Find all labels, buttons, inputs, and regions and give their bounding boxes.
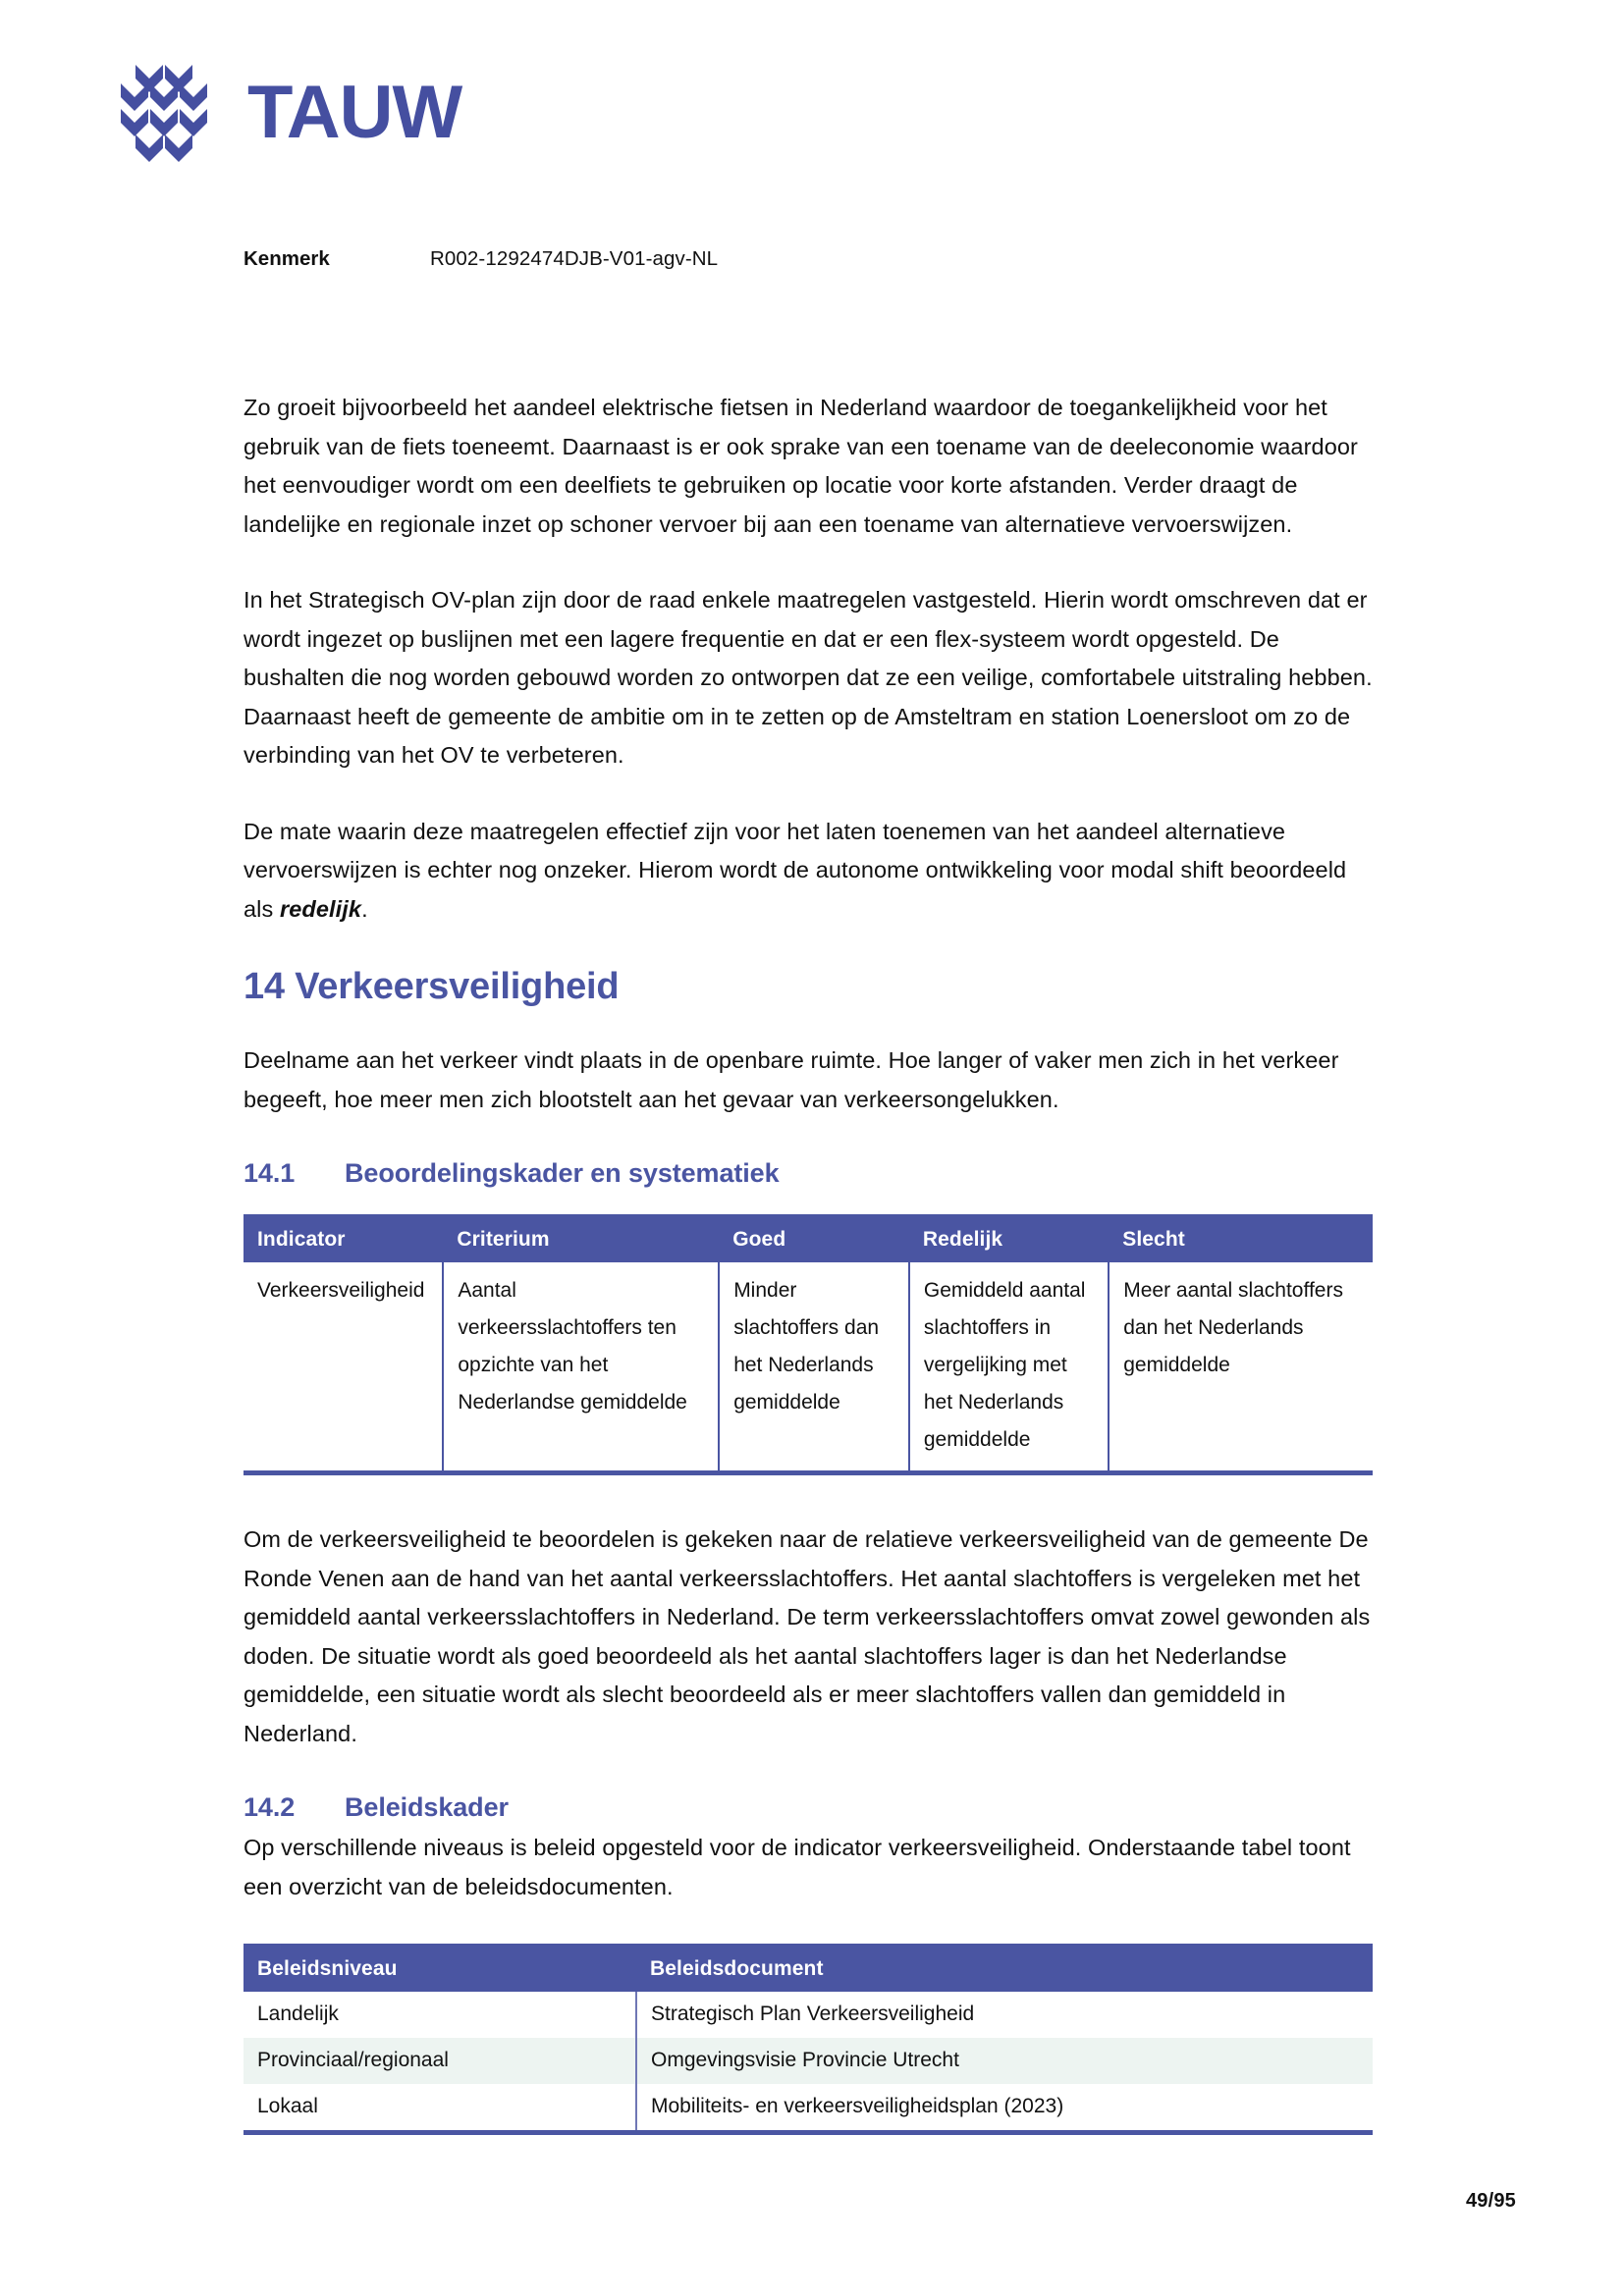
- section-title-14-1: Beoordelingskader en systematiek: [345, 1158, 780, 1188]
- section-heading-14-2: [244, 1792, 1373, 1823]
- table-header-row: [244, 1946, 1373, 1992]
- page-number: 49/95: [1465, 2190, 1516, 2212]
- cell-beleidsniveau: Landelijk: [244, 1992, 636, 2038]
- beleid-table: [244, 1944, 1373, 2135]
- section-number-14-2: 14.2: [244, 1792, 296, 1822]
- paragraph-text-tail: .: [361, 895, 368, 922]
- criteria-table: [244, 1214, 1373, 1475]
- column-header-beleidsdocument: Beleidsdocument: [636, 1946, 1373, 1992]
- table-row: [244, 2084, 1373, 2133]
- chapter-heading-14: 14 Verkeersveiligheid: [244, 966, 620, 1007]
- criteria-table-wrapper: [244, 1214, 1373, 1475]
- tauw-logo: [106, 61, 461, 169]
- criteria-table-head: [244, 1216, 1373, 1262]
- beleid-table-wrapper: [244, 1944, 1373, 2135]
- tauw-chevron-lattice-logo-icon: [106, 61, 222, 169]
- beleid-table-head: [244, 1946, 1373, 1992]
- column-header-slecht: Slecht: [1109, 1216, 1373, 1262]
- chapter-intro-paragraph: Deelname aan het verkeer vindt plaats in de openbare ruimte. Hoe langer of vaker men zich in het verkeer begeeft, hoe meer men zich blootstelt aan het gevaar van verkeersongelukken.: [244, 1047, 1339, 1112]
- cell-beleidsdocument: Omgevingsvisie Provincie Utrecht: [636, 2038, 1373, 2084]
- paragraph-ov-plan: In het Strategisch OV-plan zijn door de raad enkele maatregelen vastgesteld. Hierin wordt omschreven dat er wordt ingezet op buslijnen met een lagere frequentie en dat er een flex-systeem wordt opgesteld. De bushalten die nog worden gebouwd worden zo ontworpen dat ze een veilige, comfortabele uitstraling hebben. Daarnaast heeft de gemeente de ambitie om in te zetten op de Amsteltram en station Loenersloot om zo de verbinding van het OV te verbeteren.: [244, 587, 1373, 768]
- column-header-redelijk: Redelijk: [909, 1216, 1109, 1262]
- paragraph-beleidskader-intro: Op verschillende niveaus is beleid opgesteld voor de indicator verkeersveiligheid. Onderstaande tabel toont een overzicht van de beleidsdocumenten.: [244, 1835, 1351, 1899]
- cell-beleidsniveau: Lokaal: [244, 2084, 636, 2133]
- paragraph-modal-shift-1: Zo groeit bijvoorbeeld het aandeel elektrische fietsen in Nederland waardoor de toegankelijkheid voor het gebruik van de fiets toeneemt. Daarnaast is er ook sprake van een toename van de deeleconomie waardoor het eenvoudiger wordt om een deelfiets te gebruiken op locatie voor korte afstanden. Verder draagt de landelijke en regionale inzet op schoner vervoer bij aan een toename van alternatieve vervoerswijzen.: [244, 395, 1358, 537]
- assessment-emphasis: redelijk: [279, 895, 362, 922]
- cell-indicator: Verkeersveiligheid: [244, 1262, 443, 1473]
- paragraph-verkeersveiligheid-method: Om de verkeersveiligheid te beoordelen is gekeken naar de relatieve verkeersveiligheid van de gemeente De Ronde Venen aan de hand van het aantal verkeersslachtoffers. Het aantal slachtoffers is vergeleken met het gemiddeld aantal verkeersslachtoffers in Nederland. De term verkeersslachtoffers omvat zowel gewonden als doden. De situatie wordt als goed beoordeeld als het aantal slachtoffers lager is dan het Nederlandse gemiddelde, een situatie wordt als slecht beoordeeld als er meer slachtoffers vallen dan gemiddeld in Nederland.: [244, 1526, 1371, 1746]
- criteria-table-body: [244, 1262, 1373, 1473]
- beleid-table-body: [244, 1992, 1373, 2133]
- cell-redelijk: Gemiddeld aantal slachtoffers in vergelijking met het Nederlands gemiddelde: [909, 1262, 1109, 1473]
- cell-goed: Minder slachtoffers dan het Nederlands gemiddelde: [719, 1262, 909, 1473]
- table-spacer: [244, 1475, 1373, 1521]
- column-header-indicator: Indicator: [244, 1216, 443, 1262]
- brand-wordmark: TAUW: [247, 71, 462, 154]
- section-title-14-2: Beleidskader: [345, 1792, 509, 1822]
- kenmerk-label: Kenmerk: [244, 247, 330, 270]
- paragraph-modal-shift-conclusion: [244, 813, 1373, 930]
- column-header-goed: Goed: [719, 1216, 909, 1262]
- table-row: [244, 2038, 1373, 2084]
- cell-beleidsdocument: Mobiliteits- en verkeersveiligheidsplan (2023): [636, 2084, 1373, 2133]
- column-header-beleidsniveau: Beleidsniveau: [244, 1946, 636, 1992]
- table-row: [244, 1262, 1373, 1473]
- cell-beleidsdocument: Strategisch Plan Verkeersveiligheid: [636, 1992, 1373, 2038]
- column-header-criterium: Criterium: [443, 1216, 719, 1262]
- section-heading-14-1: [244, 1158, 1373, 1189]
- cell-beleidsniveau: Provinciaal/regionaal: [244, 2038, 636, 2084]
- kenmerk-value: R002-1292474DJB-V01-agv-NL: [430, 247, 719, 270]
- cell-criterium: Aantal verkeersslachtoffers ten opzichte van het Nederlandse gemiddelde: [443, 1262, 719, 1473]
- section-number-14-1: 14.1: [244, 1158, 296, 1188]
- table-row: [244, 1992, 1373, 2038]
- document-body: [244, 389, 1373, 2135]
- table-header-row: [244, 1216, 1373, 1262]
- kenmerk-row: [244, 247, 718, 272]
- cell-slecht: Meer aantal slachtoffers dan het Nederlands gemiddelde: [1109, 1262, 1373, 1473]
- paragraph-text-lead: De mate waarin deze maatregelen effectief zijn voor het laten toenemen van het aandeel alternatieve vervoerswijzen is echter nog onzeker. Hierom wordt de autonome ontwikkeling voor modal shift beoordeeld als: [244, 818, 1347, 922]
